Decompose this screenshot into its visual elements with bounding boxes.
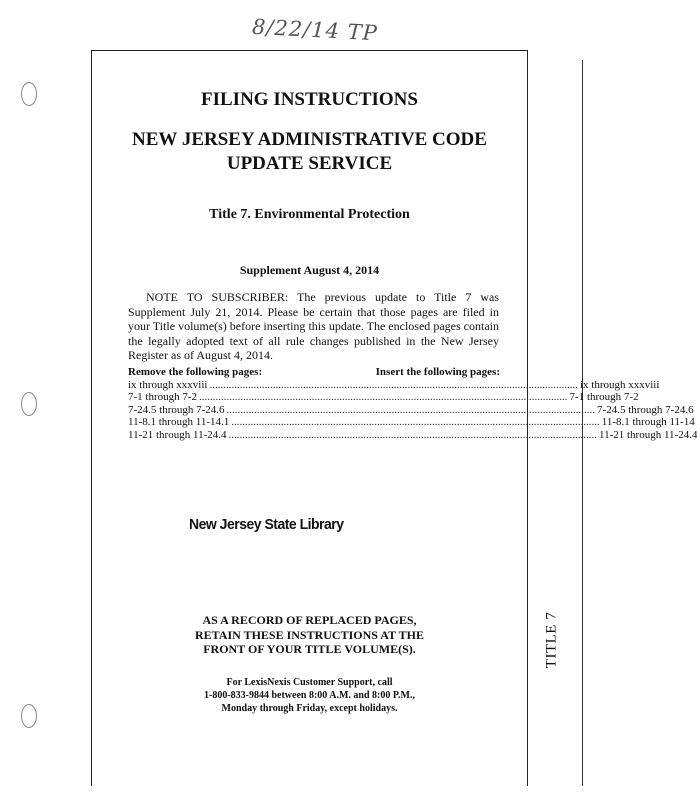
retain-notice-line: FRONT OF YOUR TITLE VOLUME(S). [203,642,416,656]
table-row [128,428,697,442]
handwritten-date-note: 8/22/14 TP [251,14,379,46]
punch-hole-middle [21,392,37,416]
support-info [92,676,527,715]
insert-pages: 11-21 through 11-24.4 [598,428,697,441]
insert-pages: 7-1 through 7-2 [569,391,639,403]
tab-label: TITLE 7 [543,611,560,669]
table-row [128,416,695,429]
support-info-line: For LexisNexis Customer Support, call [226,677,393,688]
leader-dots: ...................................................................................................................................... [226,403,596,416]
pages-table-header [128,366,500,379]
title-subject: Title 7. Environmental Protection [209,207,410,222]
remove-pages: 11-21 through 11-24.4 [128,428,227,441]
pages-table [128,366,697,441]
note-to-subscriber: NOTE TO SUBSCRIBER: The previous update to Title 7 was Supplement July 21, 2014. Please be certain that those pages are filed in your Title volume(s) before inserting this update. The enclosed pages contain the legally adopted text of all rule changes published in the New Jersey Register as of August 4, 2014. [128,290,499,362]
retain-notice-line: RETAIN THESE INSTRUCTIONS AT THE [195,627,424,642]
remove-pages: ix through xxxviii [128,378,208,391]
insert-pages: 11-8.1 through 11-14 [601,416,695,428]
support-info-line: 1-800-833-9844 between 8:00 A.M. and 8:00 P.M., [203,690,415,701]
table-row [128,391,639,404]
remove-pages: 11-8.1 through 11-14.1 [128,416,230,428]
retain-notice [92,613,527,657]
title-tab [532,590,572,690]
remove-pages: 7-24.5 through 7-24.6 [128,403,225,416]
insert-pages: 7-24.5 through 7-24.6 [597,403,694,416]
supplement-date: Supplement August 4, 2014 [239,263,380,277]
insert-header: Insert the following pages: [375,366,500,378]
library-stamp: New Jersey State Library [189,515,344,533]
leader-dots: ...................................................................................................................................... [199,391,568,403]
page-title: FILING INSTRUCTIONS [201,89,418,110]
table-row [128,378,660,392]
insert-pages: ix through xxxviii [579,378,660,391]
leader-dots: ...................................................................................................................................... [231,416,600,428]
punch-hole-bottom [21,704,37,728]
support-info-line: Monday through Friday, except holidays. [221,703,398,714]
code-name-line1: NEW JERSEY ADMINISTRATIVE CODE [132,129,487,150]
punch-hole-top [21,82,37,106]
remove-header: Remove the following pages: [128,366,263,378]
page-frame-top [91,50,528,51]
leader-dots: ...................................................................................................................................... [228,428,597,441]
code-name-line2: UPDATE SERVICE [226,153,393,174]
remove-pages: 7-1 through 7-2 [128,391,198,403]
leader-dots: ...................................................................................................................................... [209,378,578,391]
retain-notice-line: AS A RECORD OF REPLACED PAGES, [202,613,417,627]
table-row [128,403,694,417]
